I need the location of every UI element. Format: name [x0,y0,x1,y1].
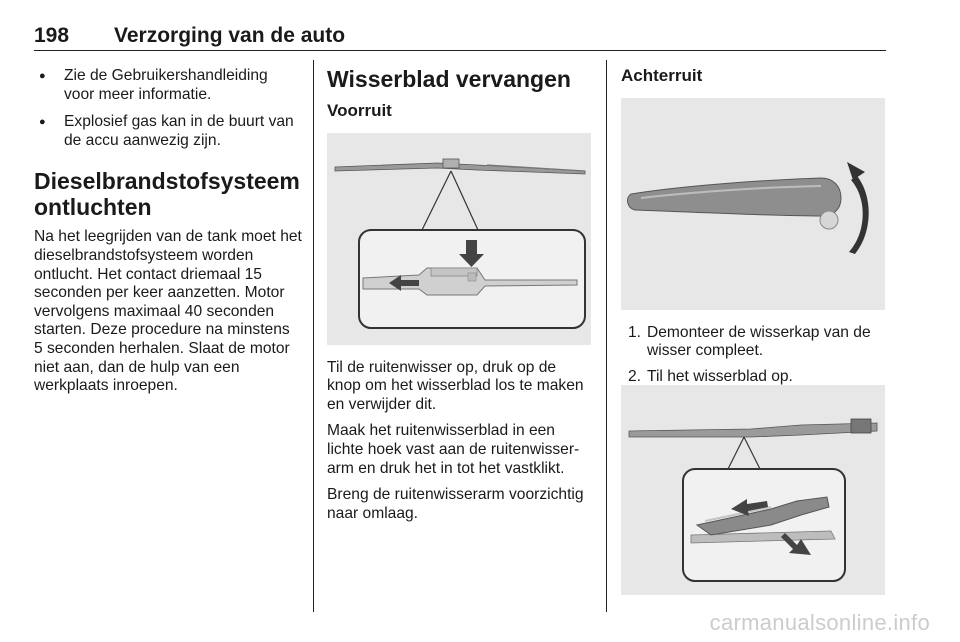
rear-wiper-blade-illustration [621,385,885,595]
header-divider [34,50,886,51]
rear-wiper-cap-illustration [621,98,885,310]
column-divider-left [313,60,314,612]
middle-column [327,66,593,531]
rear-step-list [621,324,885,387]
right-column [621,67,885,393]
step-number: 2. [628,367,642,385]
left-column [34,67,302,404]
front-wiper-illustration [327,133,591,345]
bullet-item: ● Explosief gas kan in de buurt van de accu aanwezig zijn. [34,113,302,150]
step-number: 1. [628,323,642,341]
step-text: Til het wisserblad op. [647,367,793,385]
front-step-2: Maak het ruitenwisserblad in een lichte hoek vast aan de ruitenwisser-arm en druk het in tot het vastklikt. [327,422,580,477]
chapter-title: Verzorging van de auto [114,24,346,47]
rear-wiper-cap-figure [621,98,885,310]
watermark: carmanualsonline.info [709,610,930,635]
rear-step-item [621,324,885,361]
subtitle-achterruit: Achterruit [621,66,703,85]
page-number: 198 [34,24,70,47]
rear-step-item [621,368,885,387]
section-title-diesel: Dieselbrandstofsysteem ontluchten [34,168,300,221]
front-wiper-figure [327,133,591,345]
diesel-paragraph: Na het leegrijden van de tank moet het dieselbrandstofsysteem worden ontlucht. Het contact driemaal 15 seconden per keer aanzetten. Motor vervolgens maximaal 40 seconden starten. Deze procedure na minstens 5 seconden herhalen. Slaat de motor niet aan, dan de hulp van een werkplaats inroepen. [34,228,302,395]
bullet-item: ● Zie de Gebruikershandleiding voor meer informatie. [34,67,302,104]
rear-wiper-blade-figure [621,385,885,595]
front-step-1: Til de ruitenwisser op, druk op de knop om het wisserblad los te maken en verwijder dit. [327,358,584,413]
front-step-3: Breng de ruitenwisserarm voorzichtig naar omlaag. [327,486,584,522]
column-divider-right [606,60,607,612]
subtitle-voorruit: Voorruit [327,101,392,120]
bullet-list [34,67,302,150]
page-header [34,24,886,52]
step-text: Demonteer de wisserkap van de wisser compleet. [647,323,871,360]
section-title-wiper: Wisserblad vervangen [327,66,571,92]
